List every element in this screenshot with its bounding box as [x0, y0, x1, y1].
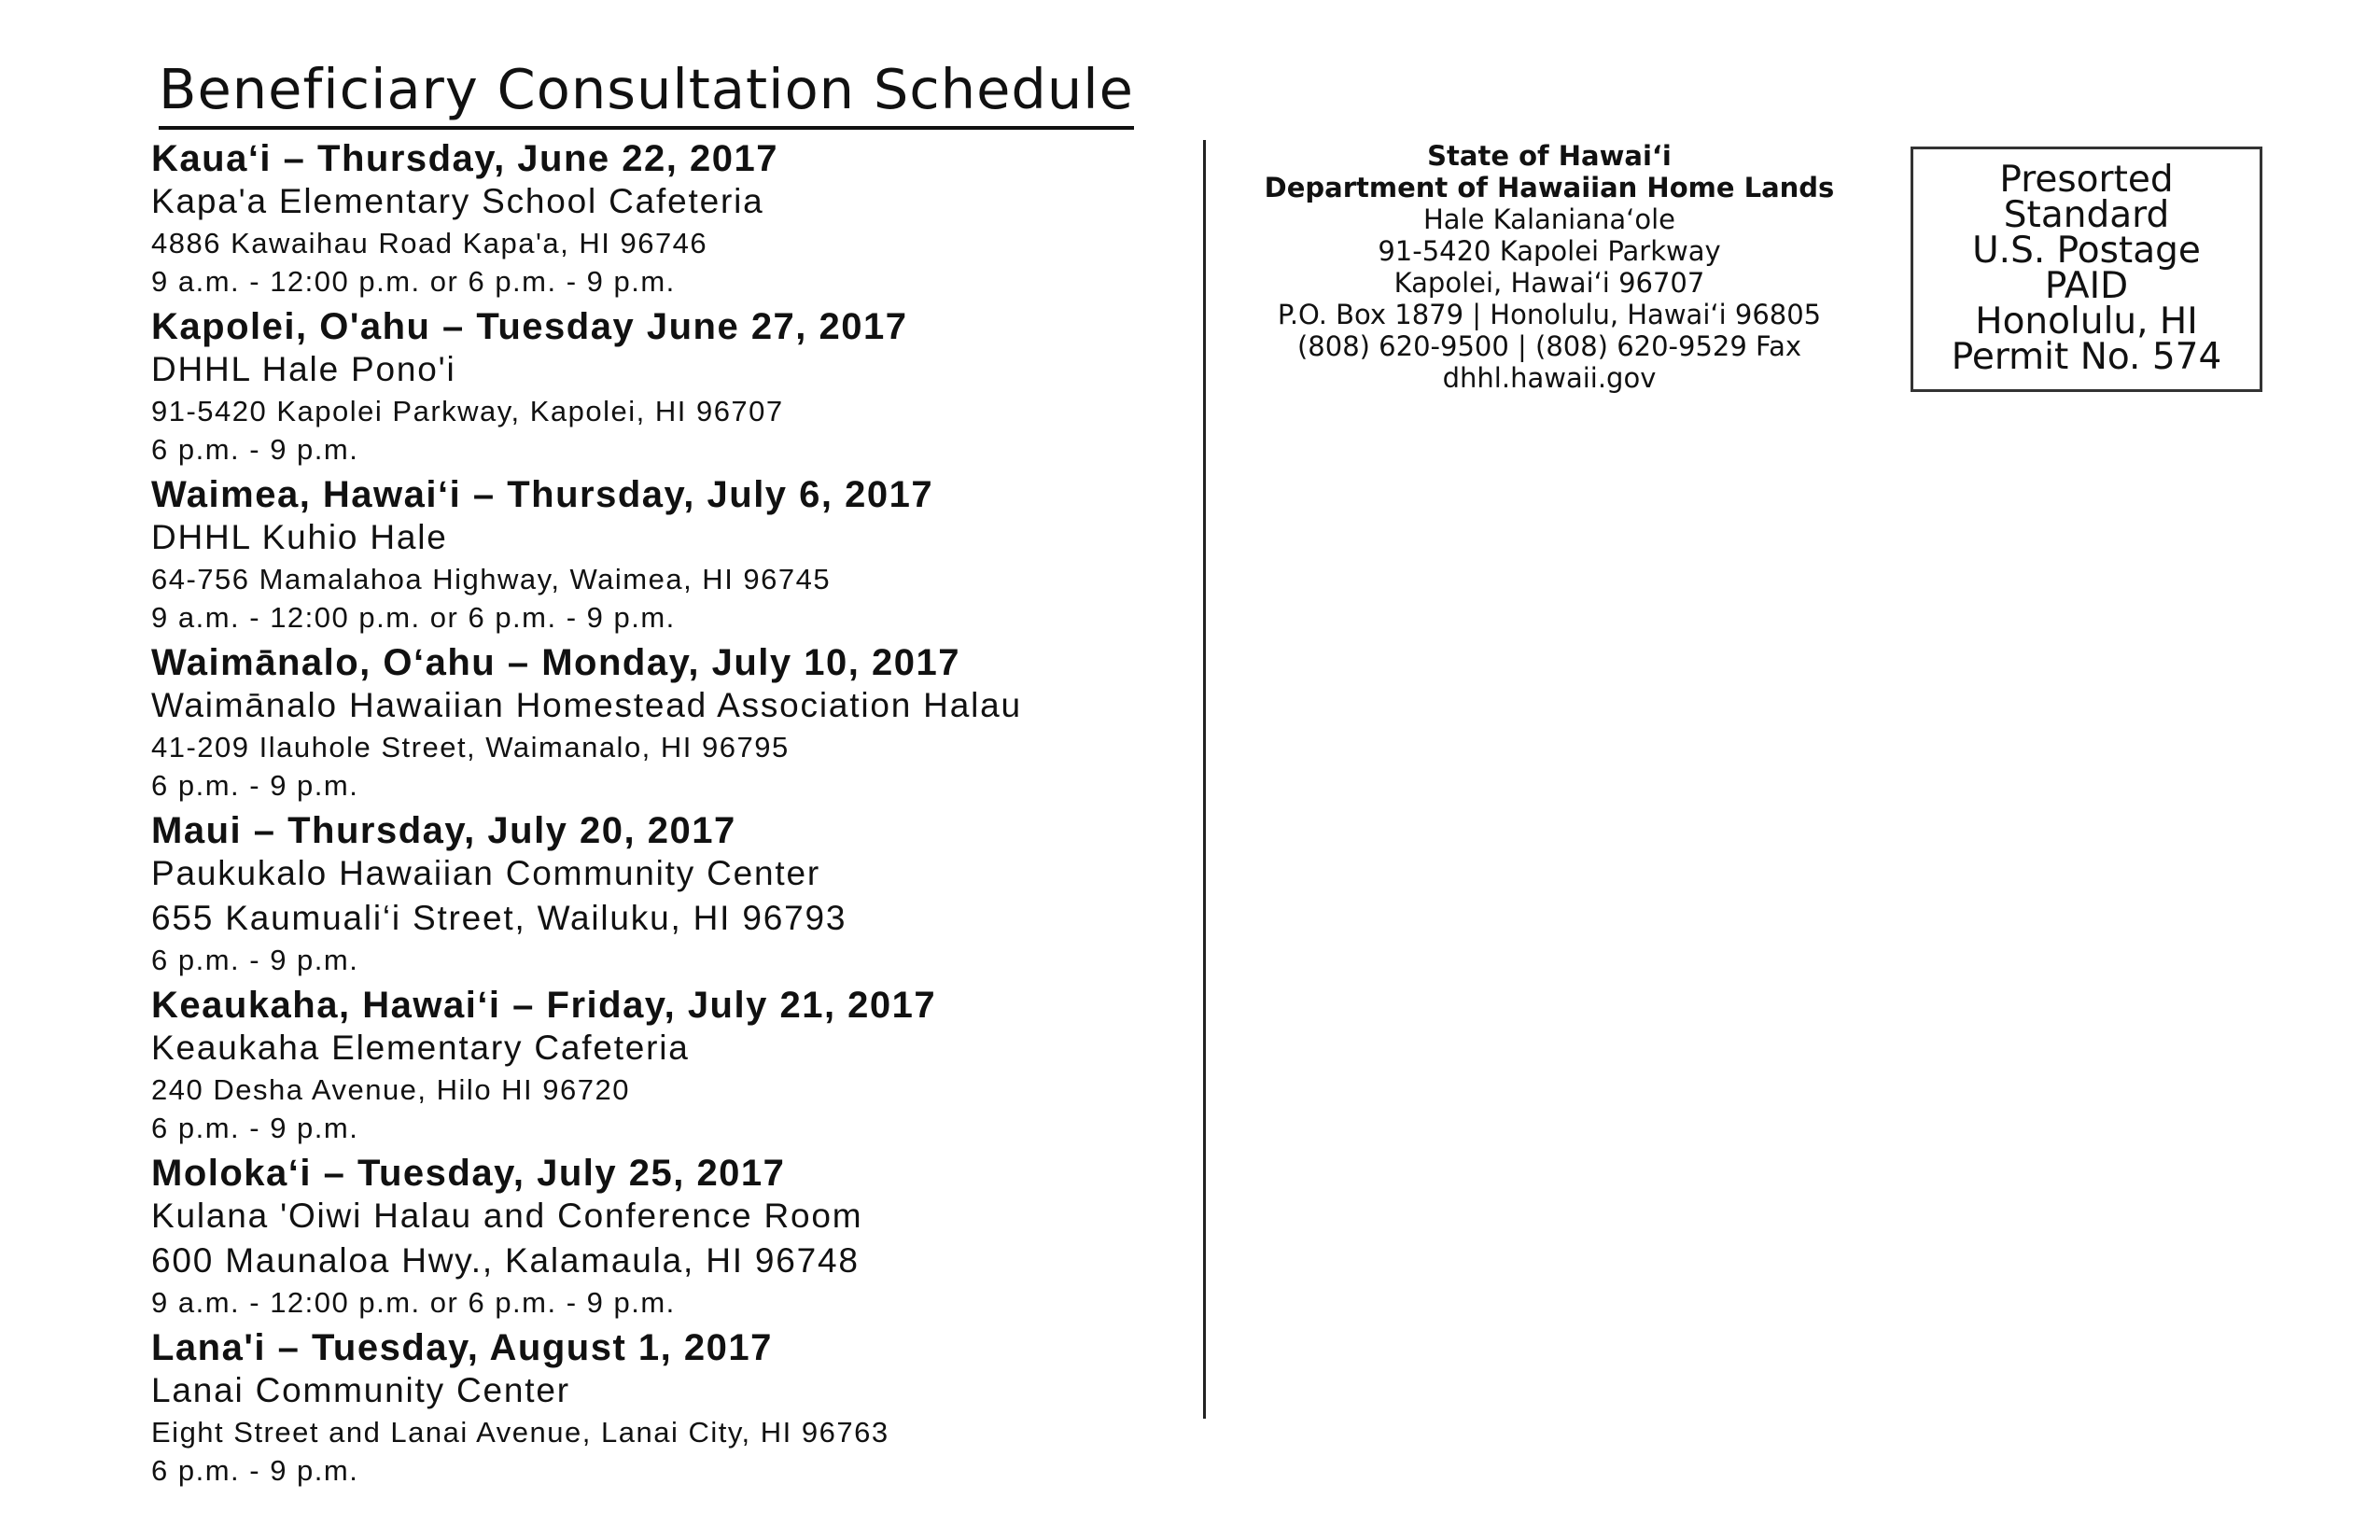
event-keaukaha [151, 983, 1022, 1151]
return-address-website: dhhl.hawaii.gov [1442, 362, 1657, 394]
postage-line: Presorted [1999, 159, 2174, 201]
event-list [151, 136, 1022, 1493]
postage-line: Standard [2003, 194, 2170, 236]
return-address-building: Hale Kalaniana‘ole [1422, 203, 1676, 235]
event-time: 9 a.m. - 12:00 p.m. or 6 p.m. - 9 p.m. [151, 601, 676, 634]
event-time: 9 a.m. - 12:00 p.m. or 6 p.m. - 9 p.m. [151, 1286, 676, 1319]
return-address [1232, 140, 1867, 394]
postage-line: Permit No. 574 [1951, 336, 2222, 378]
event-address: 91-5420 Kapolei Parkway, Kapolei, HI 96707 [151, 395, 784, 427]
event-address: 4886 Kawaihau Road Kapa'a, HI 96746 [151, 227, 708, 259]
postcard-divider [1203, 140, 1206, 1419]
event-venue: DHHL Kuhio Hale [151, 518, 448, 556]
event-molokai [151, 1151, 1022, 1325]
return-address-street: 91-5420 Kapolei Parkway [1378, 235, 1721, 267]
event-address: 64-756 Mamalahoa Highway, Waimea, HI 96745 [151, 563, 832, 595]
event-lanai [151, 1325, 1022, 1493]
postage-indicia [1911, 147, 2262, 392]
event-heading: Waimea, Hawai‘i – Thursday, July 6, 2017 [151, 474, 934, 515]
event-address: 600 Maunaloa Hwy., Kalamaula, HI 96748 [151, 1241, 860, 1280]
event-address: 655 Kaumuali‘i Street, Wailuku, HI 96793 [151, 899, 847, 937]
event-waimanalo [151, 640, 1022, 808]
postage-line: U.S. Postage [1972, 230, 2201, 272]
event-time: 6 p.m. - 9 p.m. [151, 1112, 359, 1144]
event-time: 9 a.m. - 12:00 p.m. or 6 p.m. - 9 p.m. [151, 265, 676, 298]
event-heading: Lana'i – Tuesday, August 1, 2017 [151, 1327, 773, 1368]
event-kapolei [151, 304, 1022, 472]
event-venue: Paukukalo Hawaiian Community Center [151, 854, 820, 892]
return-address-department: Department of Hawaiian Home Lands [1264, 172, 1835, 203]
event-heading: Maui – Thursday, July 20, 2017 [151, 810, 736, 851]
event-time: 6 p.m. - 9 p.m. [151, 944, 359, 976]
event-time: 6 p.m. - 9 p.m. [151, 433, 359, 466]
event-kauai [151, 136, 1022, 304]
event-venue: Keaukaha Elementary Cafeteria [151, 1029, 690, 1067]
event-maui [151, 808, 1022, 983]
event-heading: Moloka‘i – Tuesday, July 25, 2017 [151, 1153, 786, 1194]
event-heading: Waimānalo, O‘ahu – Monday, July 10, 2017 [151, 642, 960, 683]
schedule-title: Beneficiary Consultation Schedule [159, 62, 1134, 130]
event-venue: Kulana 'Oiwi Halau and Conference Room [151, 1197, 863, 1235]
postage-line: PAID [2044, 265, 2129, 307]
event-address: 240 Desha Avenue, Hilo HI 96720 [151, 1073, 630, 1106]
return-address-phone: (808) 620-9500 | (808) 620-9529 Fax [1296, 330, 1801, 362]
event-venue: DHHL Hale Pono'i [151, 350, 456, 388]
event-time: 6 p.m. - 9 p.m. [151, 1454, 359, 1487]
event-waimea [151, 472, 1022, 640]
event-heading: Keaukaha, Hawai‘i – Friday, July 21, 2017 [151, 985, 937, 1026]
event-address: Eight Street and Lanai Avenue, Lanai City, HI 96763 [151, 1416, 889, 1449]
event-heading: Kapolei, O'ahu – Tuesday June 27, 2017 [151, 306, 908, 347]
event-venue: Waimānalo Hawaiian Homestead Association Halau [151, 686, 1022, 724]
event-venue: Lanai Community Center [151, 1371, 570, 1409]
event-venue: Kapa'a Elementary School Cafeteria [151, 182, 764, 220]
postage-line: Honolulu, HI [1975, 301, 2198, 343]
return-address-state: State of Hawai‘i [1427, 140, 1672, 172]
return-address-city: Kapolei, Hawai‘i 96707 [1393, 267, 1705, 299]
return-address-po-box: P.O. Box 1879 | Honolulu, Hawai‘i 96805 [1277, 299, 1822, 330]
event-address: 41-209 Ilauhole Street, Waimanalo, HI 96795 [151, 731, 790, 763]
event-heading: Kaua‘i – Thursday, June 22, 2017 [151, 138, 778, 179]
event-time: 6 p.m. - 9 p.m. [151, 769, 359, 802]
